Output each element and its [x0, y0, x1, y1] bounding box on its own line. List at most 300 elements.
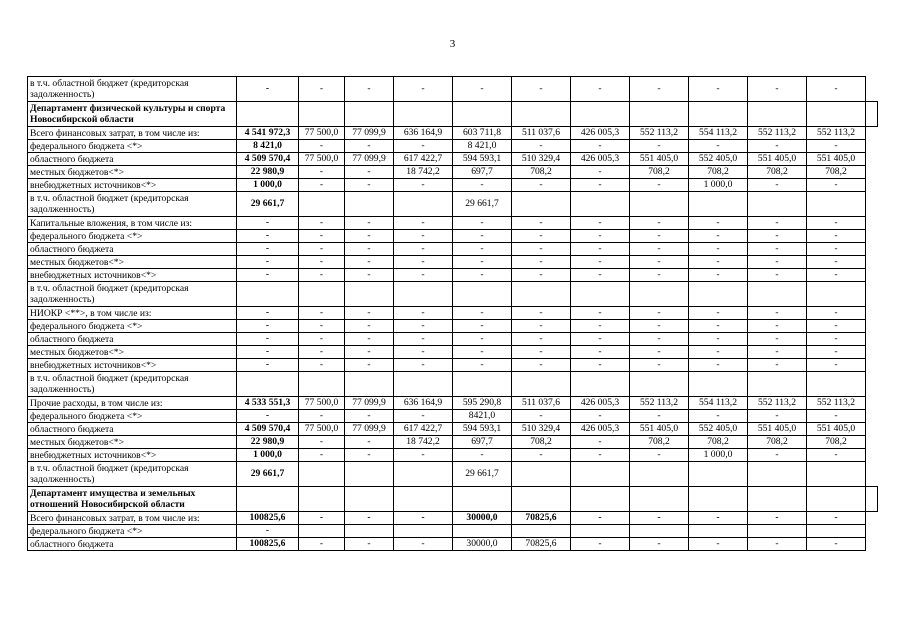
total-cell: 100825,6: [237, 538, 299, 551]
year-value-cell: -: [299, 140, 345, 153]
year-value-cell: [807, 525, 866, 538]
year-value-cell: -: [807, 538, 866, 551]
year-value-cell: -: [345, 359, 394, 372]
total-cell: -: [237, 269, 299, 282]
year-value-cell: -: [394, 140, 453, 153]
year-value-cell: -: [689, 243, 748, 256]
year-value-cell: -: [512, 256, 571, 269]
budget-table: [27, 76, 878, 551]
year-value-cell: -: [807, 256, 866, 269]
year-value-cell: -: [394, 307, 453, 320]
row-label: областного бюджета: [28, 153, 237, 166]
year-value-cell: [345, 282, 394, 307]
year-value-cell: 30000,0: [453, 512, 512, 525]
year-value-cell: [630, 102, 689, 127]
year-value-cell: -: [453, 179, 512, 192]
year-value-cell: -: [453, 333, 512, 346]
year-value-cell: [630, 282, 689, 307]
year-value-cell: -: [299, 436, 345, 449]
total-cell: 8 421,0: [237, 140, 299, 153]
table-row: [28, 127, 878, 140]
year-value-cell: 77 099,9: [345, 397, 394, 410]
total-cell: -: [237, 525, 299, 538]
year-value-cell: 77 500,0: [299, 153, 345, 166]
year-value-cell: 552 113,2: [807, 397, 866, 410]
year-value-cell: [345, 525, 394, 538]
year-value-cell: -: [345, 307, 394, 320]
table-row: [28, 166, 878, 179]
year-value-cell: -: [453, 217, 512, 230]
year-value-cell: -: [299, 217, 345, 230]
year-value-cell: [807, 192, 866, 217]
year-value-cell: 18 742,2: [394, 166, 453, 179]
year-value-cell: -: [630, 307, 689, 320]
year-value-cell: [512, 487, 571, 512]
year-value-cell: -: [689, 307, 748, 320]
year-value-cell: [345, 102, 394, 127]
year-value-cell: -: [689, 140, 748, 153]
year-value-cell: -: [299, 243, 345, 256]
year-value-cell: [453, 102, 512, 127]
year-value-cell: 636 164,9: [394, 127, 453, 140]
year-value-cell: [345, 192, 394, 217]
year-value-cell: -: [571, 410, 630, 423]
year-value-cell: -: [512, 307, 571, 320]
year-value-cell: 617 422,7: [394, 153, 453, 166]
year-value-cell: -: [807, 179, 866, 192]
year-value-cell: -: [689, 346, 748, 359]
year-value-cell: [453, 372, 512, 397]
year-value-cell: [866, 487, 878, 512]
total-cell: -: [237, 359, 299, 372]
year-value-cell: 77 500,0: [299, 127, 345, 140]
year-value-cell: -: [748, 256, 807, 269]
year-value-cell: -: [345, 243, 394, 256]
year-value-cell: -: [299, 230, 345, 243]
year-value-cell: -: [748, 346, 807, 359]
year-value-cell: 697,7: [453, 166, 512, 179]
year-value-cell: -: [630, 359, 689, 372]
year-value-cell: [689, 525, 748, 538]
year-value-cell: [807, 372, 866, 397]
year-value-cell: 77 099,9: [345, 423, 394, 436]
year-value-cell: -: [807, 320, 866, 333]
year-value-cell: -: [394, 410, 453, 423]
year-value-cell: -: [807, 346, 866, 359]
year-value-cell: -: [748, 359, 807, 372]
year-value-cell: 552 113,2: [807, 127, 866, 140]
row-label: НИОКР <**>, в том числе из:: [28, 307, 237, 320]
year-value-cell: [571, 372, 630, 397]
table-row: [28, 179, 878, 192]
year-value-cell: 554 113,2: [689, 127, 748, 140]
year-value-cell: -: [512, 320, 571, 333]
year-value-cell: -: [748, 320, 807, 333]
year-value-cell: [748, 372, 807, 397]
year-value-cell: -: [571, 512, 630, 525]
year-value-cell: -: [571, 243, 630, 256]
year-value-cell: -: [630, 179, 689, 192]
table-row: [28, 140, 878, 153]
year-value-cell: -: [299, 410, 345, 423]
year-value-cell: 708,2: [512, 436, 571, 449]
year-value-cell: -: [512, 359, 571, 372]
total-cell: -: [237, 256, 299, 269]
year-value-cell: 511 037,6: [512, 127, 571, 140]
year-value-cell: 426 005,3: [571, 127, 630, 140]
year-value-cell: -: [394, 179, 453, 192]
total-cell: [237, 282, 299, 307]
year-value-cell: [689, 192, 748, 217]
total-cell: 4 509 570,4: [237, 423, 299, 436]
row-label: федерального бюджета <*>: [28, 140, 237, 153]
total-cell: [237, 487, 299, 512]
year-value-cell: -: [748, 140, 807, 153]
year-value-cell: -: [689, 333, 748, 346]
total-cell: -: [237, 346, 299, 359]
year-value-cell: [630, 487, 689, 512]
year-value-cell: [748, 282, 807, 307]
section-header-row: [28, 102, 878, 127]
year-value-cell: -: [394, 333, 453, 346]
year-value-cell: -: [571, 217, 630, 230]
year-value-cell: -: [571, 179, 630, 192]
year-value-cell: [453, 525, 512, 538]
table-row: [28, 192, 878, 217]
year-value-cell: -: [453, 230, 512, 243]
year-value-cell: -: [512, 179, 571, 192]
year-value-cell: -: [345, 410, 394, 423]
year-value-cell: -: [299, 449, 345, 462]
year-value-cell: -: [394, 77, 453, 102]
table-row: [28, 217, 878, 230]
year-value-cell: -: [689, 256, 748, 269]
year-value-cell: [571, 462, 630, 487]
year-value-cell: 551 405,0: [807, 153, 866, 166]
year-value-cell: -: [394, 269, 453, 282]
row-label: местных бюджетов<*>: [28, 346, 237, 359]
row-label: областного бюджета: [28, 243, 237, 256]
year-value-cell: -: [453, 346, 512, 359]
year-value-cell: 77 500,0: [299, 397, 345, 410]
year-value-cell: -: [299, 77, 345, 102]
year-value-cell: -: [807, 140, 866, 153]
total-cell: 4 509 570,4: [237, 153, 299, 166]
year-value-cell: -: [807, 217, 866, 230]
total-cell: [237, 372, 299, 397]
year-value-cell: -: [571, 538, 630, 551]
year-value-cell: 511 037,6: [512, 397, 571, 410]
row-label: федерального бюджета <*>: [28, 525, 237, 538]
year-value-cell: [807, 282, 866, 307]
year-value-cell: -: [807, 359, 866, 372]
year-value-cell: 18 742,2: [394, 436, 453, 449]
year-value-cell: -: [345, 320, 394, 333]
year-value-cell: 70825,6: [512, 512, 571, 525]
year-value-cell: -: [630, 449, 689, 462]
year-value-cell: [299, 282, 345, 307]
year-value-cell: -: [345, 346, 394, 359]
year-value-cell: 603 711,8: [453, 127, 512, 140]
year-value-cell: -: [394, 449, 453, 462]
year-value-cell: -: [453, 77, 512, 102]
year-value-cell: -: [807, 77, 866, 102]
table-row: [28, 372, 878, 397]
year-value-cell: -: [394, 217, 453, 230]
year-value-cell: -: [748, 449, 807, 462]
year-value-cell: [630, 372, 689, 397]
year-value-cell: 426 005,3: [571, 423, 630, 436]
year-value-cell: -: [453, 243, 512, 256]
year-value-cell: 552 113,2: [630, 397, 689, 410]
row-label: федерального бюджета <*>: [28, 320, 237, 333]
year-value-cell: -: [689, 410, 748, 423]
row-label: областного бюджета: [28, 423, 237, 436]
year-value-cell: -: [345, 333, 394, 346]
year-value-cell: -: [807, 269, 866, 282]
year-value-cell: 77 500,0: [299, 423, 345, 436]
row-label: местных бюджетов<*>: [28, 256, 237, 269]
year-value-cell: 70825,6: [512, 538, 571, 551]
total-cell: -: [237, 333, 299, 346]
year-value-cell: -: [748, 512, 807, 525]
year-value-cell: -: [394, 538, 453, 551]
year-value-cell: 554 113,2: [689, 397, 748, 410]
year-value-cell: -: [571, 256, 630, 269]
row-label: в т.ч. областной бюджет (кредиторская задолженность): [28, 192, 237, 217]
total-cell: 29 661,7: [237, 462, 299, 487]
year-value-cell: -: [299, 269, 345, 282]
year-value-cell: [571, 487, 630, 512]
year-value-cell: -: [689, 512, 748, 525]
total-cell: -: [237, 243, 299, 256]
year-value-cell: -: [512, 333, 571, 346]
year-value-cell: -: [299, 538, 345, 551]
year-value-cell: [512, 102, 571, 127]
total-cell: -: [237, 410, 299, 423]
total-cell: 100825,6: [237, 512, 299, 525]
total-cell: 1 000,0: [237, 179, 299, 192]
year-value-cell: -: [689, 320, 748, 333]
year-value-cell: 551 405,0: [807, 423, 866, 436]
year-value-cell: -: [689, 538, 748, 551]
table-row: [28, 153, 878, 166]
year-value-cell: [394, 462, 453, 487]
row-label: Капитальные вложения, в том числе из:: [28, 217, 237, 230]
year-value-cell: -: [807, 230, 866, 243]
year-value-cell: -: [453, 256, 512, 269]
year-value-cell: -: [748, 217, 807, 230]
year-value-cell: [299, 102, 345, 127]
year-value-cell: -: [689, 230, 748, 243]
year-value-cell: [512, 462, 571, 487]
year-value-cell: 708,2: [807, 166, 866, 179]
year-value-cell: -: [630, 217, 689, 230]
year-value-cell: 708,2: [689, 166, 748, 179]
year-value-cell: -: [512, 346, 571, 359]
year-value-cell: -: [571, 269, 630, 282]
table-row: [28, 462, 878, 487]
year-value-cell: -: [571, 436, 630, 449]
row-label: Всего финансовых затрат, в том числе из:: [28, 512, 237, 525]
table-row: [28, 525, 878, 538]
year-value-cell: [571, 192, 630, 217]
table-row: [28, 397, 878, 410]
year-value-cell: -: [345, 77, 394, 102]
total-cell: -: [237, 230, 299, 243]
year-value-cell: [807, 102, 866, 127]
year-value-cell: -: [453, 320, 512, 333]
year-value-cell: [807, 487, 866, 512]
table-row: [28, 538, 878, 551]
year-value-cell: [512, 282, 571, 307]
row-label: федерального бюджета <*>: [28, 230, 237, 243]
year-value-cell: [299, 525, 345, 538]
year-value-cell: -: [571, 307, 630, 320]
year-value-cell: -: [630, 346, 689, 359]
year-value-cell: -: [807, 449, 866, 462]
department-name: Департамент имущества и земельных отношений Новосибирской области: [28, 487, 237, 512]
year-value-cell: -: [630, 77, 689, 102]
table-row: [28, 256, 878, 269]
year-value-cell: [453, 282, 512, 307]
year-value-cell: 510 329,4: [512, 423, 571, 436]
year-value-cell: -: [345, 436, 394, 449]
year-value-cell: -: [689, 77, 748, 102]
section-header-row: [28, 487, 878, 512]
year-value-cell: 510 329,4: [512, 153, 571, 166]
year-value-cell: -: [630, 410, 689, 423]
year-value-cell: [689, 372, 748, 397]
table-row: [28, 423, 878, 436]
year-value-cell: -: [512, 269, 571, 282]
year-value-cell: -: [748, 243, 807, 256]
year-value-cell: -: [299, 166, 345, 179]
year-value-cell: [394, 372, 453, 397]
year-value-cell: -: [748, 538, 807, 551]
year-value-cell: -: [571, 140, 630, 153]
year-value-cell: -: [345, 538, 394, 551]
row-label: в т.ч. областной бюджет (кредиторская задолженность): [28, 372, 237, 397]
year-value-cell: -: [394, 512, 453, 525]
year-value-cell: -: [630, 230, 689, 243]
table-row: [28, 410, 878, 423]
year-value-cell: -: [453, 449, 512, 462]
year-value-cell: -: [571, 346, 630, 359]
row-label: внебюджетных источников<*>: [28, 449, 237, 462]
year-value-cell: -: [630, 243, 689, 256]
year-value-cell: -: [571, 166, 630, 179]
year-value-cell: 552 405,0: [689, 423, 748, 436]
year-value-cell: -: [571, 359, 630, 372]
year-value-cell: [512, 192, 571, 217]
year-value-cell: -: [571, 320, 630, 333]
year-value-cell: -: [299, 256, 345, 269]
year-value-cell: -: [748, 230, 807, 243]
year-value-cell: -: [630, 333, 689, 346]
year-value-cell: -: [345, 449, 394, 462]
year-value-cell: -: [345, 256, 394, 269]
year-value-cell: [866, 102, 878, 127]
row-label: областного бюджета: [28, 538, 237, 551]
department-name: Департамент физической культуры и спорта Новосибирской области: [28, 102, 237, 127]
year-value-cell: -: [807, 333, 866, 346]
row-label: федерального бюджета <*>: [28, 410, 237, 423]
year-value-cell: [299, 462, 345, 487]
year-value-cell: 552 113,2: [748, 127, 807, 140]
page-number: 3: [449, 38, 456, 50]
year-value-cell: [299, 192, 345, 217]
year-value-cell: 551 405,0: [748, 423, 807, 436]
year-value-cell: -: [748, 179, 807, 192]
year-value-cell: [630, 525, 689, 538]
row-label: в т.ч. областной бюджет (кредиторская задолженность): [28, 462, 237, 487]
year-value-cell: [748, 102, 807, 127]
year-value-cell: -: [748, 269, 807, 282]
year-value-cell: -: [512, 77, 571, 102]
year-value-cell: [394, 192, 453, 217]
year-value-cell: [571, 282, 630, 307]
year-value-cell: [453, 487, 512, 512]
row-label: в т.ч. областной бюджет (кредиторская задолженность): [28, 77, 237, 102]
year-value-cell: 708,2: [512, 166, 571, 179]
total-cell: -: [237, 320, 299, 333]
row-label: в т.ч. областной бюджет (кредиторская задолженность): [28, 282, 237, 307]
year-value-cell: 426 005,3: [571, 397, 630, 410]
year-value-cell: -: [394, 243, 453, 256]
table-row: [28, 333, 878, 346]
year-value-cell: [345, 372, 394, 397]
year-value-cell: 552 405,0: [689, 153, 748, 166]
year-value-cell: [748, 192, 807, 217]
table-row: [28, 269, 878, 282]
year-value-cell: -: [748, 333, 807, 346]
year-value-cell: [630, 462, 689, 487]
year-value-cell: -: [299, 512, 345, 525]
year-value-cell: -: [748, 77, 807, 102]
year-value-cell: [689, 102, 748, 127]
table-row: [28, 320, 878, 333]
year-value-cell: -: [630, 140, 689, 153]
row-label: местных бюджетов<*>: [28, 166, 237, 179]
year-value-cell: [689, 487, 748, 512]
table-row: [28, 307, 878, 320]
year-value-cell: -: [630, 256, 689, 269]
total-cell: 22 980,9: [237, 436, 299, 449]
year-value-cell: 552 113,2: [748, 397, 807, 410]
year-value-cell: [394, 102, 453, 127]
year-value-cell: -: [299, 333, 345, 346]
table-row: [28, 346, 878, 359]
year-value-cell: -: [299, 307, 345, 320]
row-label: Всего финансовых затрат, в том числе из:: [28, 127, 237, 140]
year-value-cell: 551 405,0: [630, 153, 689, 166]
year-value-cell: 551 405,0: [748, 153, 807, 166]
year-value-cell: -: [453, 269, 512, 282]
year-value-cell: -: [571, 333, 630, 346]
year-value-cell: [394, 487, 453, 512]
year-value-cell: -: [512, 217, 571, 230]
table-row: [28, 230, 878, 243]
row-label: областного бюджета: [28, 333, 237, 346]
year-value-cell: -: [512, 410, 571, 423]
year-value-cell: 77 099,9: [345, 127, 394, 140]
table-row: [28, 243, 878, 256]
year-value-cell: -: [807, 512, 866, 525]
year-value-cell: [571, 525, 630, 538]
year-value-cell: 708,2: [748, 436, 807, 449]
year-value-cell: -: [630, 320, 689, 333]
